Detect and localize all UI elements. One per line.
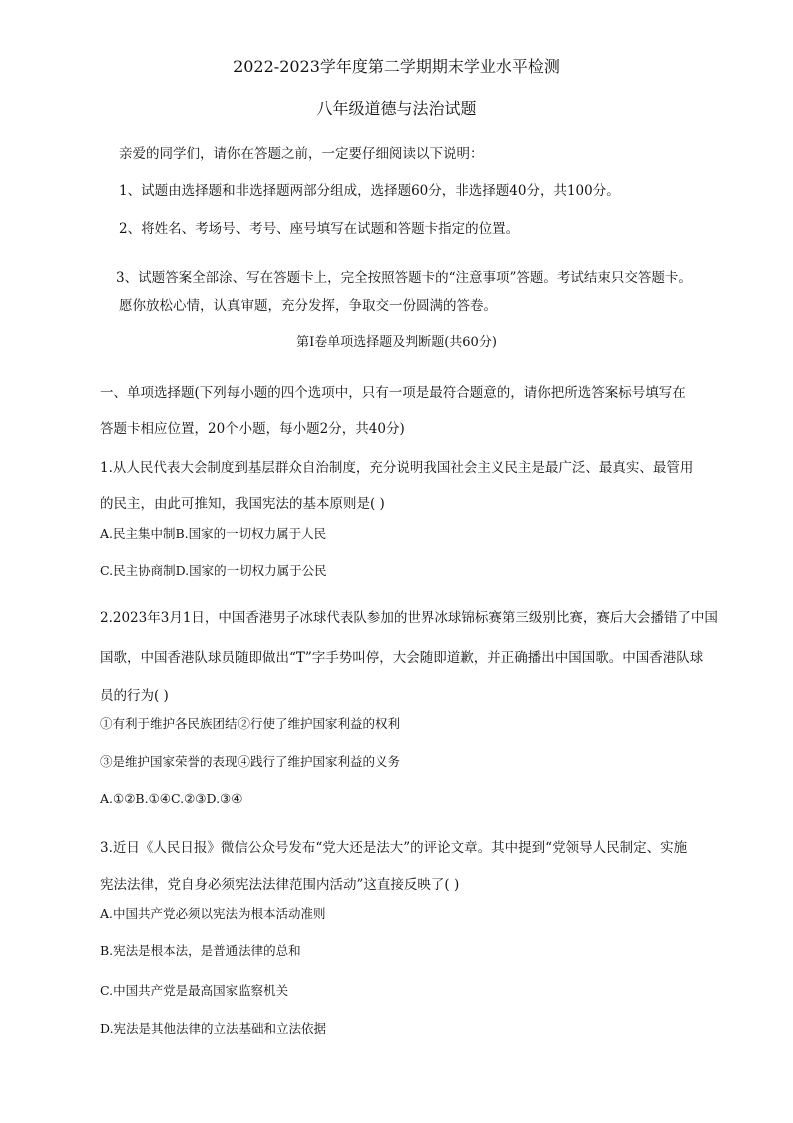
instruction-item-2: 2、将姓名、考场号、考号、座号填写在试题和答题卡指定的位置。 [119,221,520,237]
question-1-line1: 1.从人民代表大会制度到基层群众自治制度，充分说明我国社会主义民主是最广泛、最真实、最管用 [100,460,694,476]
instruction-item-1: 1、试题由选择题和非选择题两部分组成，选择题60分，非选择题40分，共100分。 [119,183,620,199]
question-2-statements-12: ①有利于维护各民族团结②行使了维护国家利益的权利 [100,716,401,731]
question-1-options-cd: C.民主协商制D.国家的一切权力属于公民 [100,563,327,578]
question-3-line2: 宪法法律，党自身必须宪法法律范围内活动”这直接反映了( ) [100,877,460,893]
question-1-line2: 的民主，由此可推知，我国宪法的基本原则是( ) [100,496,385,512]
section-heading-line1: 一、单项选择题(下列每小题的四个选项中，只有一项是最符合题意的，请你把所选答案标号填写在 [100,385,686,401]
section-title: 第Ⅰ卷单项选择题及判断题(共60分) [296,335,497,350]
question-2-line3: 员的行为( ) [100,688,169,704]
question-2-statements-34: ③是维护国家荣誉的表现④践行了维护国家利益的义务 [100,754,401,769]
instructions-intro: 亲爱的同学们，请你在答题之前，一定要仔细阅读以下说明： [119,146,484,162]
question-3-line1: 3.近日《人民日报》微信公众号发布“党大还是法大”的评论文章。其中提到“党领导人民制定、实施 [100,840,688,856]
section-heading-line2: 答题卡相应位置，20个小题，每小题2分，共40分) [100,421,405,437]
instruction-item-3-line2: 愿你放松心情，认真审题，充分发挥，争取交一份圆满的答卷。 [119,298,497,314]
question-3-option-b: B.宪法是根本法，是普通法律的总和 [100,943,301,958]
question-1-options-ab: A.民主集中制B.国家的一切权力属于人民 [100,526,327,541]
question-2-line1: 2.2023年3月1日，中国香港男子冰球代表队参加的世界冰球锦标赛第三级别比赛，赛后大会播错了中国 [100,610,718,626]
question-3-option-d: D.宪法是其他法律的立法基础和立法依据 [100,1021,327,1036]
instruction-item-3-line1: 3、试题答案全部涂、写在答题卡上，完全按照答题卡的“注意事项”答题。考试结束只交答题卡。 [116,270,692,286]
question-3-option-c: C.中国共产党是最高国家监察机关 [100,983,289,998]
question-2-options: A.①②B.①④C.②③D.③④ [100,791,243,806]
exam-title: 2022-2023学年度第二学期期末学业水平检测 [233,57,560,76]
question-2-line2: 国歌，中国香港队球员随即做出“T”字手势叫停，大会随即道歉，并正确播出中国国歌。中国香港队球 [100,650,704,666]
question-3-option-a: A.中国共产党必须以宪法为根本活动准则 [100,906,326,921]
exam-subtitle: 八年级道德与法治试题 [316,99,477,118]
